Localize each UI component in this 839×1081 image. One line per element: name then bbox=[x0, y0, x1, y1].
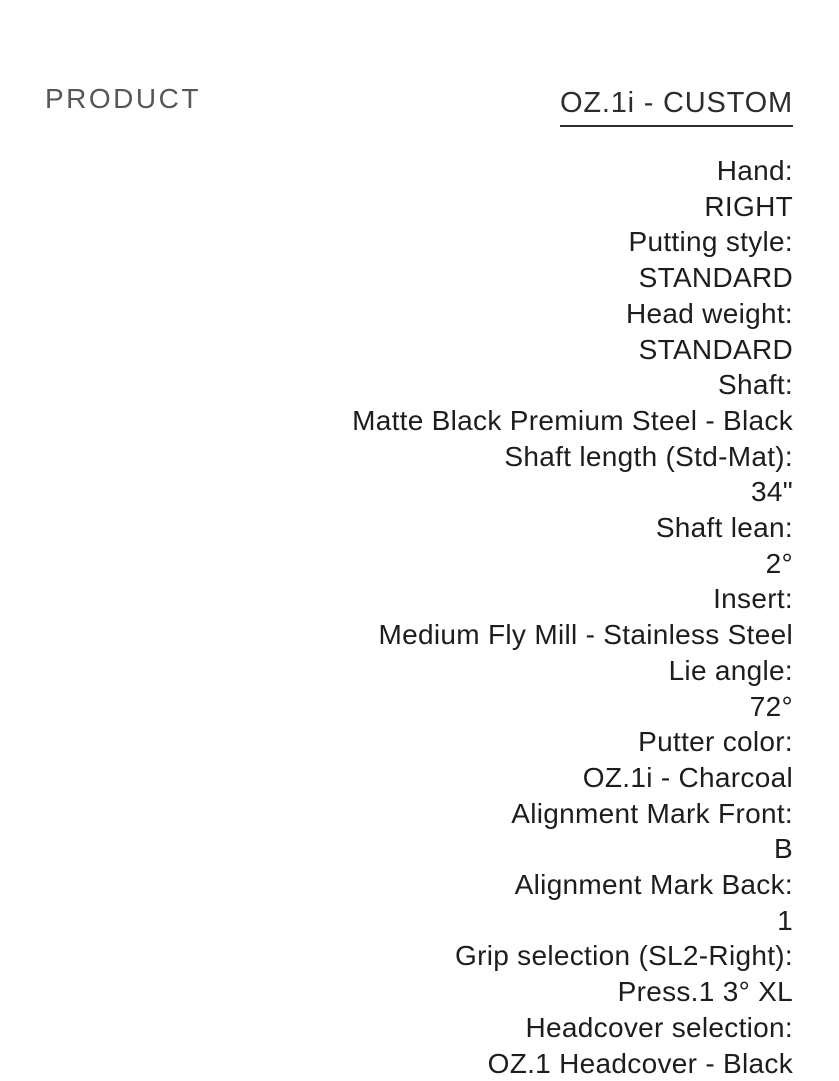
option-label: Shaft lean: bbox=[655, 512, 793, 544]
product-option bbox=[45, 296, 793, 367]
product-header-row bbox=[45, 83, 793, 123]
option-value: OZ.1i - Charcoal bbox=[582, 761, 793, 793]
product-option bbox=[45, 724, 793, 795]
option-value: Medium Fly Mill - Stainless Steel bbox=[378, 619, 793, 651]
option-value: 72° bbox=[749, 690, 793, 722]
option-value: B bbox=[774, 833, 793, 865]
option-label: Putter color: bbox=[638, 726, 793, 758]
product-option bbox=[45, 653, 793, 724]
option-label: Shaft length (Std-Mat): bbox=[504, 440, 793, 472]
product-option bbox=[45, 153, 793, 224]
product-option bbox=[45, 439, 793, 510]
product-option bbox=[45, 1010, 793, 1081]
option-label: Hand: bbox=[716, 155, 793, 186]
option-label: Lie angle: bbox=[668, 654, 793, 686]
product-option bbox=[45, 224, 793, 295]
product-title-link[interactable]: OZ.1i - CUSTOM bbox=[560, 87, 793, 127]
option-value: 34" bbox=[751, 476, 793, 508]
option-value: Press.1 3° XL bbox=[617, 976, 793, 1008]
option-value: OZ.1 Headcover - Black bbox=[487, 1047, 793, 1079]
option-label: Putting style: bbox=[628, 226, 793, 258]
product-option bbox=[45, 796, 793, 867]
option-value: STANDARD bbox=[638, 262, 793, 294]
option-label: Head weight: bbox=[625, 297, 793, 329]
option-label: Shaft: bbox=[718, 369, 793, 401]
option-label: Grip selection (SL2-Right): bbox=[454, 940, 793, 972]
option-value: RIGHT bbox=[704, 190, 793, 222]
option-value: 2° bbox=[765, 547, 793, 579]
product-option bbox=[45, 367, 793, 438]
option-label: Alignment Mark Front: bbox=[511, 797, 793, 829]
option-label: Alignment Mark Back: bbox=[514, 869, 793, 901]
product-option bbox=[45, 867, 793, 938]
product-option bbox=[45, 938, 793, 1009]
product-option bbox=[45, 581, 793, 652]
option-value: Matte Black Premium Steel - Black bbox=[352, 404, 793, 436]
option-label: Insert: bbox=[713, 583, 793, 615]
product-option bbox=[45, 510, 793, 581]
option-value: STANDARD bbox=[638, 333, 793, 365]
product-column-label: PRODUCT bbox=[45, 83, 201, 114]
option-label: Headcover selection: bbox=[525, 1011, 793, 1043]
product-options-list bbox=[45, 153, 793, 1081]
option-value: 1 bbox=[777, 904, 793, 936]
